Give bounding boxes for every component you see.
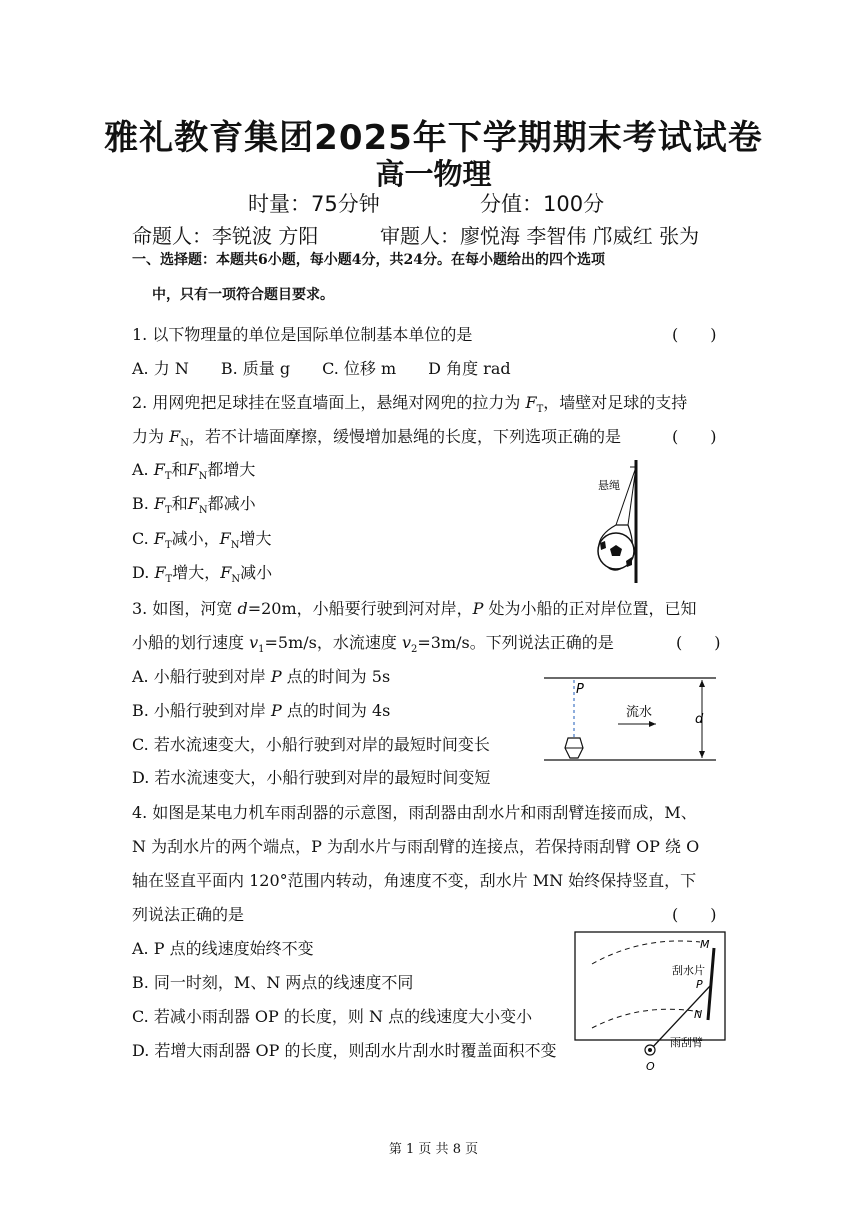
swept-arc-bottom — [592, 1008, 703, 1028]
width-d-label: d — [695, 712, 704, 727]
arm-label: 雨刮臂 — [670, 1036, 703, 1049]
blade-label: 刮水片 — [672, 964, 705, 977]
q1-stem: 1. 以下物理量的单位是国际单位制基本单位的是 — [132, 325, 473, 344]
q3-stem-line2: 小船的划行速度 $v_1=5m/s$，水流速度 $v_2=3m/s$。下列说法正确的是 — [132, 633, 614, 656]
q4-option-b: B. 同一时刻，M、N 两点的线速度不同 — [132, 973, 414, 992]
q2-option-d: D. $F_T$增大，$F_N$减小 — [132, 563, 273, 586]
q4-stem-line4: 列说法正确的是 — [132, 905, 245, 924]
q4-stem-line2: N 为刮水片的两个端点，P 为刮水片与雨刮臂的连接点，若保持雨刮臂 OP 绕 O — [132, 837, 700, 856]
point-m-label: M — [700, 938, 710, 951]
q2-option-b: B. $F_T$和$F_N$都减小 — [132, 494, 256, 517]
q4-option-a: A. P 点的线速度始终不变 — [132, 939, 314, 958]
exam-duration: 时量：75分钟 — [248, 192, 380, 216]
width-arrowhead-top — [699, 680, 705, 687]
exam-title: 雅礼教育集团2025年下学期期末考试试卷 — [104, 118, 763, 158]
section-instructions-line2: 中，只有一项符合题目要求。 — [152, 287, 334, 303]
q3-figure — [540, 668, 720, 768]
q4-answer-paren: ( ) — [672, 905, 717, 924]
point-n-label: N — [694, 1008, 703, 1021]
point-p-label: P — [576, 682, 584, 697]
swept-arc-top — [592, 941, 700, 964]
pivot-center — [648, 1048, 652, 1052]
q3-answer-paren: ( ) — [676, 633, 721, 652]
q1-answer-paren: ( ) — [672, 325, 717, 344]
q3-option-d: D. 若水流速变大，小船行驶到对岸的最短时间变短 — [132, 768, 491, 787]
q2-option-a: A. $F_T$和$F_N$都增大 — [132, 460, 256, 483]
q3-option-a: A. 小船行驶到对岸 P 点的时间为 5s — [132, 667, 391, 686]
flow-arrowhead — [649, 721, 656, 727]
page-footer: 第 1 页 共 8 页 — [388, 1142, 479, 1157]
q4-stem-line3: 轴在竖直平面内 120°范围内转动，角速度不变，刮水片 MN 始终保持竖直，下 — [132, 871, 697, 890]
q2-answer-paren: ( ) — [672, 427, 717, 446]
q2-figure — [590, 455, 650, 585]
q4-option-d: D. 若增大雨刮器 OP 的长度，则刮水片刮水时覆盖面积不变 — [132, 1041, 557, 1060]
point-p-label: P — [696, 978, 703, 991]
wiper-blade — [708, 948, 714, 1020]
q2-option-c: C. $F_T$减小，$F_N$增大 — [132, 529, 272, 552]
flow-label: 流水 — [626, 705, 653, 720]
point-o-label: O — [646, 1060, 655, 1073]
rope-line — [616, 467, 636, 525]
q1-options: A. 力 N B. 质量 g C. 位移 m D 角度 rad — [132, 359, 511, 378]
q4-stem-line1: 4. 如图是某电力机车雨刮器的示意图，雨刮器由刮水片和雨刮臂连接而成，M、 — [132, 803, 697, 822]
q3-stem-line1: 3. 如图，河宽 d=20m，小船要行驶到河对岸，P 处为小船的正对岸位置，已知 — [132, 599, 697, 618]
exam-subject: 高一物理 — [375, 157, 492, 191]
q2-stem-line2: 力为 $F_N$，若不计墙面摩擦，缓慢增加悬绳的长度，下列选项正确的是 — [132, 427, 621, 450]
section-instructions-line1: 一、选择题：本题共6小题，每小题4分，共24分。在每小题给出的四个选项 — [132, 252, 605, 268]
exam-score: 分值：100分 — [480, 192, 605, 216]
exam-reviewers: 审题人：廖悦海 李智伟 邝威红 张为 — [380, 224, 700, 248]
q2-stem-line1: 2. 用网兜把足球挂在竖直墙面上，悬绳对网兜的拉力为 $F_T$，墙壁对足球的支持 — [132, 393, 688, 416]
width-arrowhead-bottom — [699, 751, 705, 758]
rope-label: 悬绳 — [598, 479, 620, 492]
q3-option-b: B. 小船行驶到对岸 P 点的时间为 4s — [132, 701, 391, 720]
exam-authors: 命题人：李锐波 方阳 — [132, 224, 319, 248]
q4-option-c: C. 若减小雨刮器 OP 的长度，则 N 点的线速度大小变小 — [132, 1007, 533, 1026]
q4-figure — [572, 928, 732, 1073]
q3-option-c: C. 若水流速变大，小船行驶到对岸的最短时间变长 — [132, 735, 490, 754]
